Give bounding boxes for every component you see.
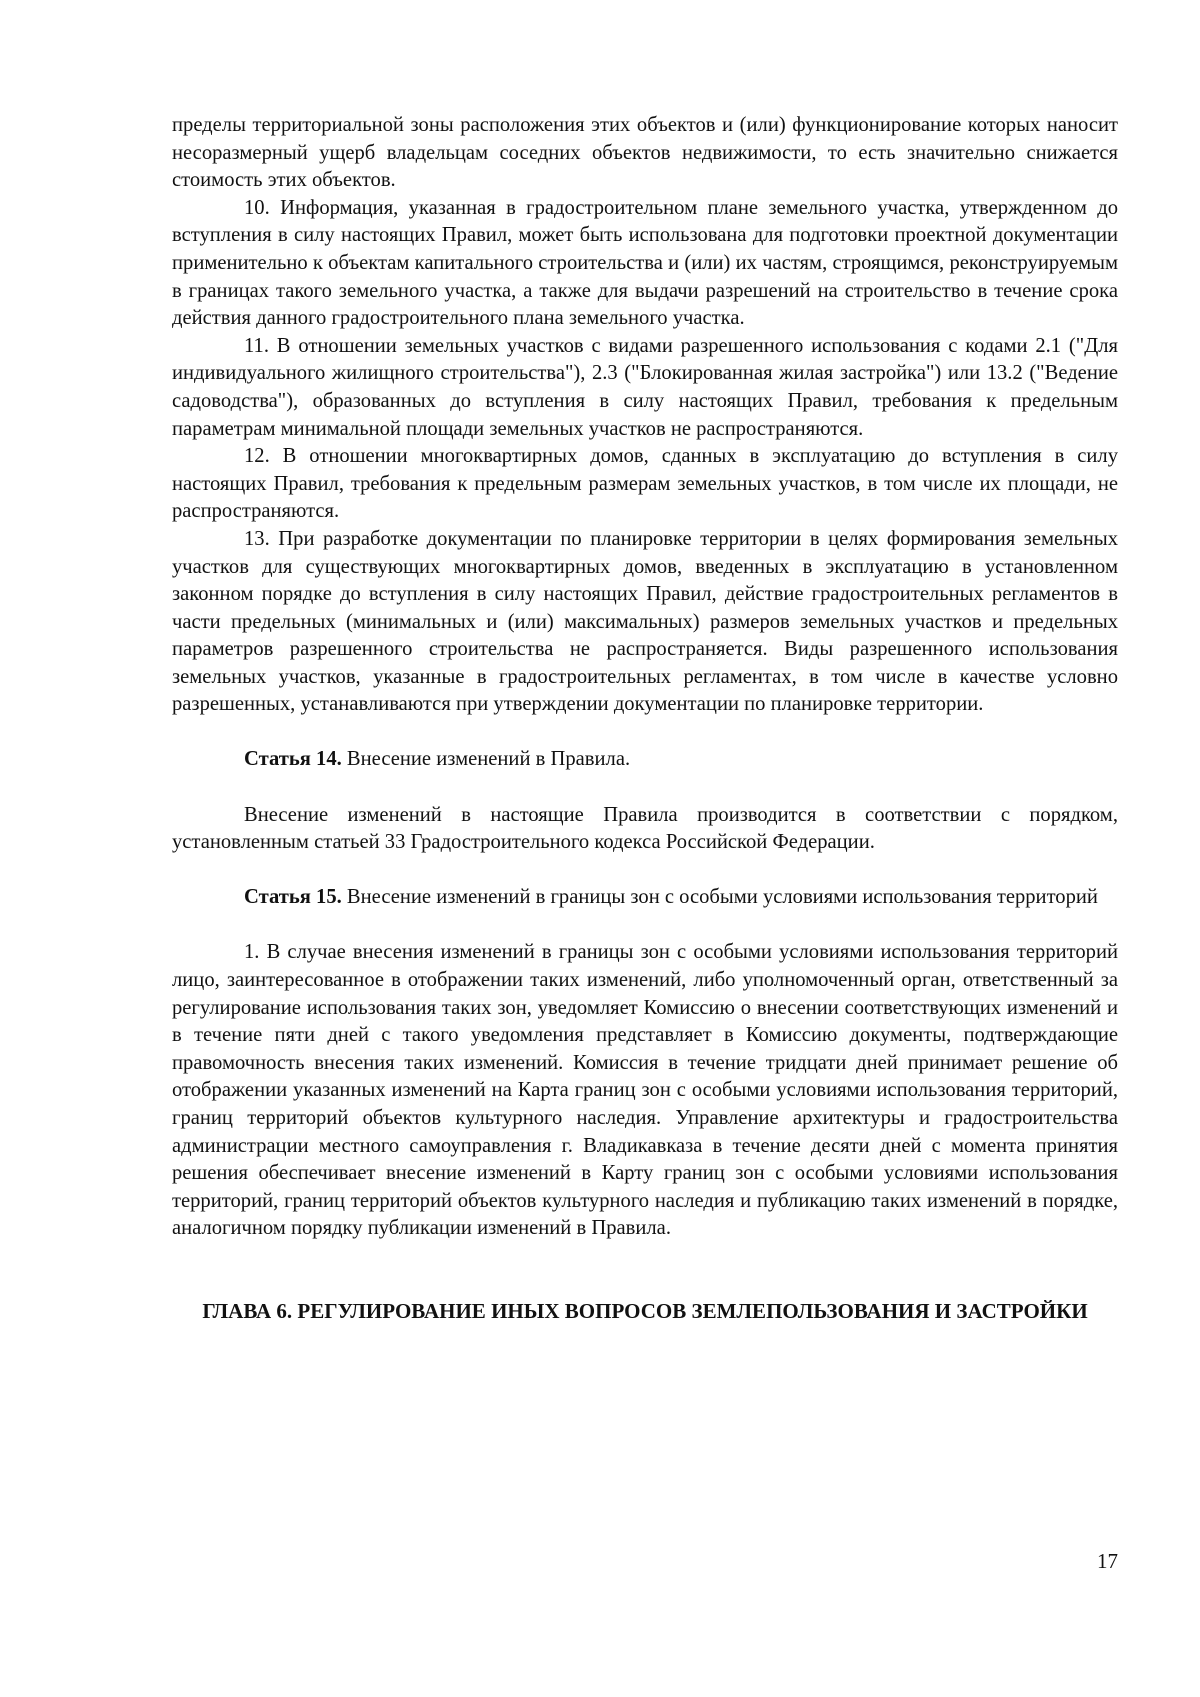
article-14-body: Внесение изменений в настоящие Правила производится в соответствии с порядком, установленным статьей 33 Градостроительного кодекса Российской Федерации. bbox=[172, 803, 1118, 854]
paragraph-12: 12. В отношении многоквартирных домов, сданных в эксплуатацию до вступления в силу настоящих Правил, требования к предельным размерам земельных участков, в том числе их площади, не распространяются. bbox=[172, 445, 1118, 523]
chapter-6-heading: ГЛАВА 6. РЕГУЛИРОВАНИЕ ИНЫХ ВОПРОСОВ ЗЕМЛЕПОЛЬЗОВАНИЯ И ЗАСТРОЙКИ bbox=[202, 1298, 1088, 1323]
paragraph-13: 13. При разработке документации по планировке территории в целях формирования земельных участков для существующих многоквартирных домов, введенных в эксплуатацию в установленном законном порядке до вступления в силу настоящих Правил, действие градостроительных регламентов в части предельных (минимальных и (или) максимальных) размеров земельных участков и предельных параметров разрешенного строительства не распространяется. Виды разрешенного использования земельных участков, указанные в градостроительных регламентах, в том числе в качестве условно разрешенных, устанавливаются при утверждении документации по планировке территории. bbox=[172, 527, 1118, 716]
article-15-body: 1. В случае внесения изменений в границы зон с особыми условиями использования территорий лицо, заинтересованное в отображении таких изменений, либо уполномоченный орган, ответственный за регулирование использования таких зон, уведомляет Комиссию о внесении соответствующих изменений и в течение пяти дней с такого уведомления представляет в Комиссию документы, подтверждающие правомочность внесения таких изменений. Комиссия в течение тридцати дней принимает решение об отображении указанных изменений на Карта границ зон с особыми условиями использования территорий, границ территорий объектов культурного наследия. Управление архитектуры и градостроительства администрации местного самоуправления г. Владикавказа в течение десяти дней с момента принятия решения обеспечивает внесение изменений в Карту границ зон с особыми условиями использования территорий, границ территорий объектов культурного наследия и публикацию таких изменений в порядке, аналогичном порядку публикации изменений в Правила. bbox=[172, 941, 1118, 1240]
paragraph-10: 10. Информация, указанная в градостроительном плане земельного участка, утвержденном до вступления в силу настоящих Правил, может быть использована для подготовки проектной документации применительно к объектам капитального строительства и (или) их частям, строящимся, реконструируемым в границах такого земельного участка, а также для выдачи разрешений на строительство в течение срока действия данного градостроительного плана земельного участка. bbox=[172, 196, 1118, 330]
article-14-heading bbox=[172, 746, 1118, 774]
document-page bbox=[172, 112, 1118, 1325]
paragraph-11: 11. В отношении земельных участков с видами разрешенного использования с кодами 2.1 ("Для индивидуального жилищного строительства"), 2.3 ("Блокированная жилая застройка") или 13.2 ("Ведение садоводства"), образованных до вступления в силу настоящих Правил, требования к предельным параметрам минимальной площади земельных участков не распространяются. bbox=[172, 334, 1118, 440]
article-14-label: Статья 14. bbox=[244, 748, 342, 771]
article-15-title: Внесение изменений в границы зон с особыми условиями использования территорий bbox=[341, 885, 1098, 908]
article-15-heading bbox=[172, 884, 1118, 912]
article-14-title: Внесение изменений в Правила. bbox=[341, 748, 631, 771]
page-number: 17 bbox=[1097, 1549, 1118, 1573]
article-15-label: Статья 15. bbox=[244, 885, 342, 908]
paragraph-continuation: пределы территориальной зоны расположения этих объектов и (или) функционирование которых наносит несоразмерный ущерб владельцам соседних объектов недвижимости, то есть значительно снижается стоимость этих объектов. bbox=[172, 114, 1118, 192]
